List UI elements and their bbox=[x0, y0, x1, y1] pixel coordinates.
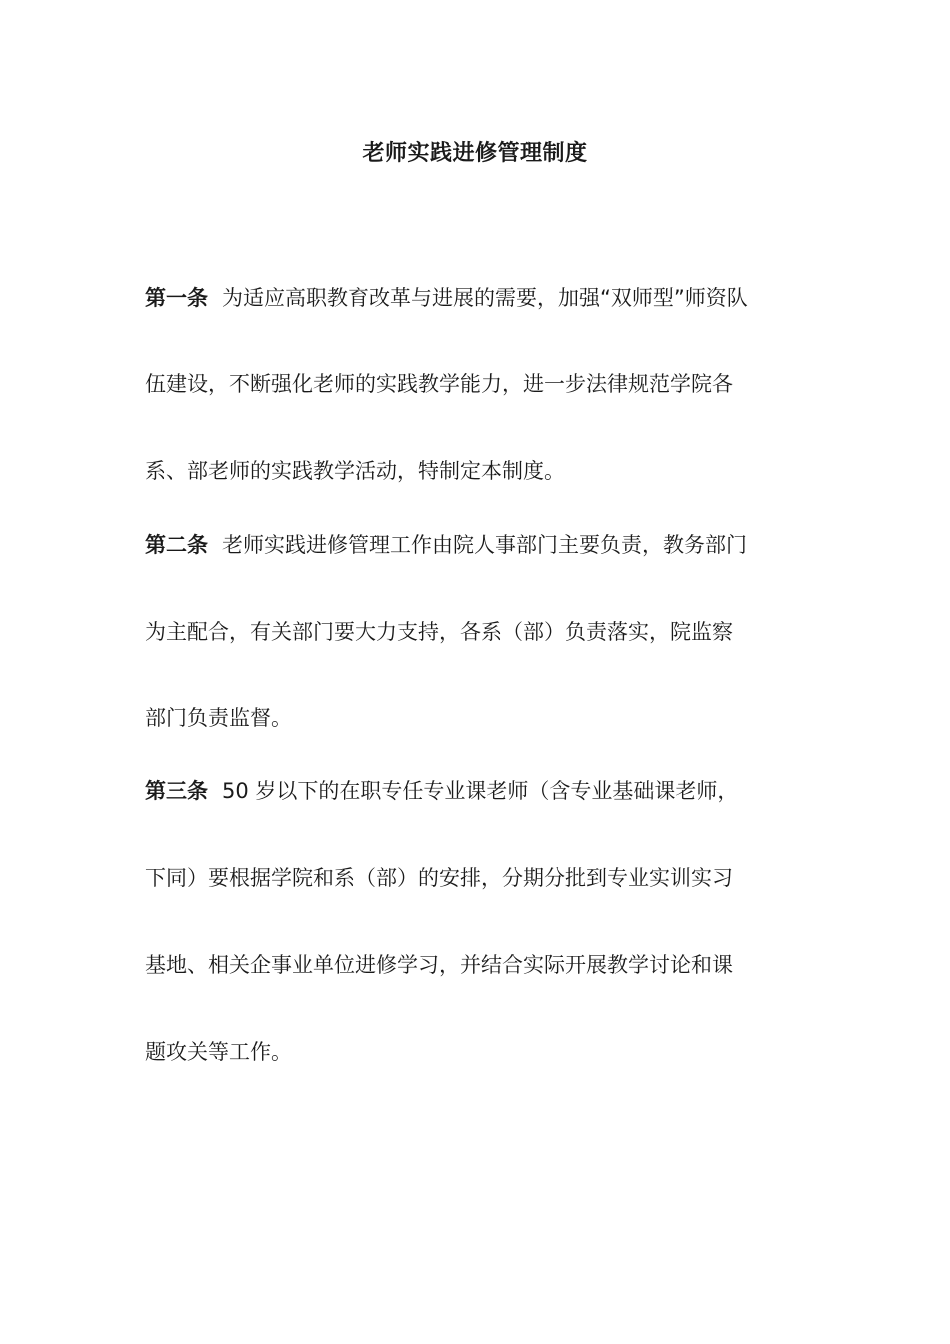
article-3-line-2 bbox=[145, 863, 733, 893]
article-2-text-3: 部门负责监督。 bbox=[145, 706, 292, 730]
article-3-text-2: 下同）要根据学院和系（部）的安排，分期分批到专业实训实习 bbox=[145, 866, 733, 890]
article-3-text-4: 题攻关等工作。 bbox=[145, 1040, 292, 1064]
article-2-line-2 bbox=[145, 617, 733, 647]
article-3-line-3 bbox=[145, 950, 733, 980]
article-2-label: 第二条 bbox=[145, 533, 208, 557]
article-1-line-3 bbox=[145, 456, 565, 486]
article-1-text-1: 为适应高职教育改革与进展的需要，加强“双师型”师资队 bbox=[222, 286, 748, 310]
article-2-line-3 bbox=[145, 703, 292, 733]
article-2-text-1: 老师实践进修管理工作由院人事部门主要负责，教务部门 bbox=[222, 533, 747, 557]
article-1-text-2: 伍建设，不断强化老师的实践教学能力，进一步法律规范学院各 bbox=[145, 372, 733, 396]
article-3-text-3: 基地、相关企事业单位进修学习，并结合实际开展教学讨论和课 bbox=[145, 953, 733, 977]
article-1-label: 第一条 bbox=[145, 286, 208, 310]
article-3-line-1 bbox=[145, 776, 738, 806]
article-2-line-1 bbox=[145, 530, 747, 560]
article-3-label: 第三条 bbox=[145, 779, 208, 803]
article-3-line-4 bbox=[145, 1037, 292, 1067]
article-1-line-1 bbox=[145, 283, 748, 313]
article-2-text-2: 为主配合，有关部门要大力支持，各系（部）负责落实，院监察 bbox=[145, 620, 733, 644]
article-1-line-2 bbox=[145, 369, 733, 399]
article-3-text-1: 50 岁以下的在职专任专业课老师（含专业基础课老师， bbox=[222, 779, 739, 803]
document-title: 老师实践进修管理制度 bbox=[362, 141, 588, 166]
article-1-text-3: 系、部老师的实践教学活动，特制定本制度。 bbox=[145, 459, 565, 483]
